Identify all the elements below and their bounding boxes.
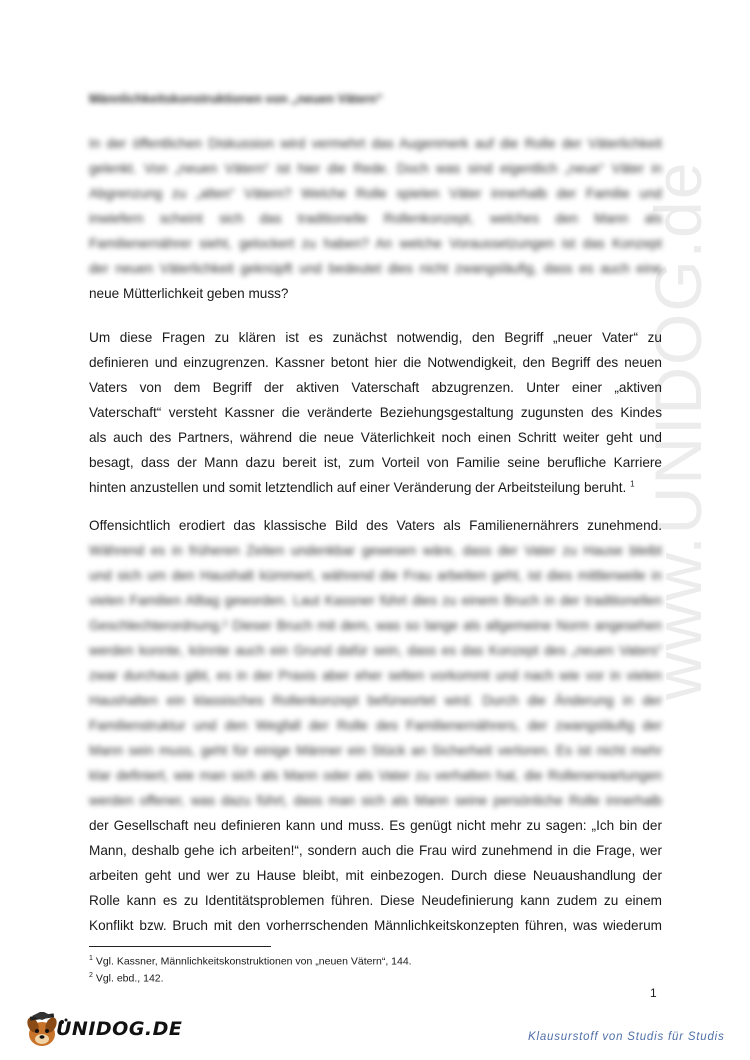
paragraph-3-line: Mann, deshalb gehe ich arbeiten!“, sondern auch die Frau wird zunehmend in die Frage, wer: [89, 843, 662, 858]
paragraph-1-line: In der öffentlichen Diskussion wird vermehrt das Augenmerk auf die Rolle der Väterlichkeit: [89, 136, 662, 151]
paragraph-3-line: vielen Familien Alltag geworden. Laut Kassner führt dies zu einem Bruch in der traditionellen: [89, 593, 662, 608]
footnote-text: Vgl. Kassner, Männlichkeitskonstruktionen von „neuen Vätern“, 144.: [95, 955, 412, 968]
paragraph-2-line: Vaters von dem Begriff der aktiven Vaterschaft abzugrenzen. Unter einer „aktiven: [89, 380, 662, 395]
paragraph-3: [89, 513, 662, 938]
footnotes: [89, 952, 649, 985]
footnote-number: 1: [89, 955, 93, 962]
paragraph-3-line: und sich um den Haushalt kümmert, während die Frau arbeiten geht, ist dies mittlerweile in: [89, 568, 662, 583]
footer-tagline: Klausurstoff von Studis für Studis: [528, 1031, 725, 1043]
paragraph-3-line: Mann sein muss, geht für einige Männer ein Stück an Sicherheit verloren. Es ist nicht mehr: [89, 743, 662, 758]
footnote-text: Vgl. ebd., 142.: [95, 972, 164, 984]
footnote-ref-1: 1: [630, 479, 635, 489]
footnote-number: 2: [89, 971, 93, 979]
paragraph-1-line: der neuen Väterlichkeit geknüpft und bedeutet dies nicht zwangsläufig, dass es auch eine: [89, 261, 662, 276]
page-number: 1: [650, 986, 657, 1000]
paragraph-2-last-line: [89, 475, 662, 500]
paragraph-3-line: Konflikt bzw. Bruch mit den vorherrschenden Männlichkeitskonzepten führen, was wiederum: [89, 918, 662, 933]
paragraph-1-line: Abgrenzung zu „alten“ Vätern? Welche Rolle spielen Väter innerhalb der Familie und: [89, 186, 662, 201]
watermark-text: www.UNIDOG.de: [641, 160, 715, 700]
document-title: Männlichkeitskonstruktionen von „neuen Vätern“: [89, 92, 383, 106]
footnote-1: [89, 952, 649, 969]
paragraph-3-line: arbeiten geht und wer zu Hause bleibt, mit einbezogen. Durch diese Neuaushandlung der: [89, 868, 662, 883]
paragraph-3-line: der Gesellschaft neu definieren kann und muss. Es genügt nicht mehr zu sagen: „Ich bin der: [89, 818, 662, 833]
paragraph-3-line: Haushalten ein klassisches Rollenkonzept befürwortet wird. Durch die Änderung in der: [89, 693, 662, 708]
paragraph-3-line: Rolle kann es zu Identitätsproblemen führen. Diese Neudefinierung kann zudem zu einem: [89, 893, 662, 908]
paragraph-1-line: Familienernährer sieht, gelockert zu haben? An welche Voraussetzungen ist das Konzept: [89, 236, 662, 251]
paragraph-3-line: zwar durchaus gibt, es in der Praxis aber eher selten vorkommt und nach wie vor in vielen: [89, 668, 662, 683]
paragraph-3-line: Geschlechterordnung.² Dieser Bruch mit dem, was so lange als allgemeine Norm angesehen: [89, 618, 662, 633]
paragraph-3-line: klar definiert, wie man sich als Mann oder als Vater zu verhalten hat, die Rollenerwartungen: [89, 768, 662, 783]
paragraph-2-line: Vaterschaft“ versteht Kassner die veränderte Beziehungsgestaltung zugunsten des Kindes: [89, 405, 662, 420]
paragraph-2-line-text: hinten anzustellen und somit letztendlich auf einer Veränderung der Arbeitsteilung beruht.: [89, 480, 627, 495]
paragraph-1: [89, 131, 662, 306]
paragraph-1-line: inwiefern scheint sich das traditionelle Rollenkonzept, welches den Mann als: [89, 211, 662, 226]
paragraph-2-line: definieren und einzugrenzen. Kassner betont hier die Notwendigkeit, den Begriff des neuen: [89, 355, 662, 370]
paragraph-1-line: gelenkt. Von „neuen Vätern“ ist hier die Rede. Doch was sind eigentlich „neue“ Väter in: [89, 161, 662, 176]
paragraph-2-line: als auch des Partners, während die neue Väterlichkeit noch einen Schritt weiter geht und: [89, 430, 662, 445]
paragraph-3-line: Familienstruktur und den Wegfall der Rolle des Familienernährers, der zwangsläufig der: [89, 718, 662, 733]
paragraph-3-line: werden konnte, könnte auch ein Grund dafür sein, dass es das Konzept des „neuen Vaters“: [89, 643, 662, 658]
footnote-2: [89, 969, 649, 986]
footnote-divider: [89, 946, 271, 947]
logo-text: UNIDOG.DE: [56, 1018, 183, 1040]
paragraph-3-line: Während es in früheren Zeiten undenkbar gewesen wäre, dass der Vater zu Hause bleibt: [89, 543, 662, 558]
paragraph-2: [89, 325, 662, 500]
paragraph-2-line: Um diese Fragen zu klären ist es zunächst notwendig, den Begriff „neuer Vater“ zu: [89, 330, 662, 345]
paragraph-3-line: werden offener, was dazu führt, dass man sich als Mann seine persönliche Rolle innerhalb: [89, 793, 662, 808]
paragraph-3-line: Offensichtlich erodiert das klassische Bild des Vaters als Familienernährers zunehmend.: [89, 518, 662, 533]
paragraph-2-line: besagt, dass der Mann dazu bereit ist, zum Vorteil von Familie seine berufliche Karriere: [89, 455, 662, 470]
paragraph-1-line: neue Mütterlichkeit geben muss?: [89, 286, 289, 301]
